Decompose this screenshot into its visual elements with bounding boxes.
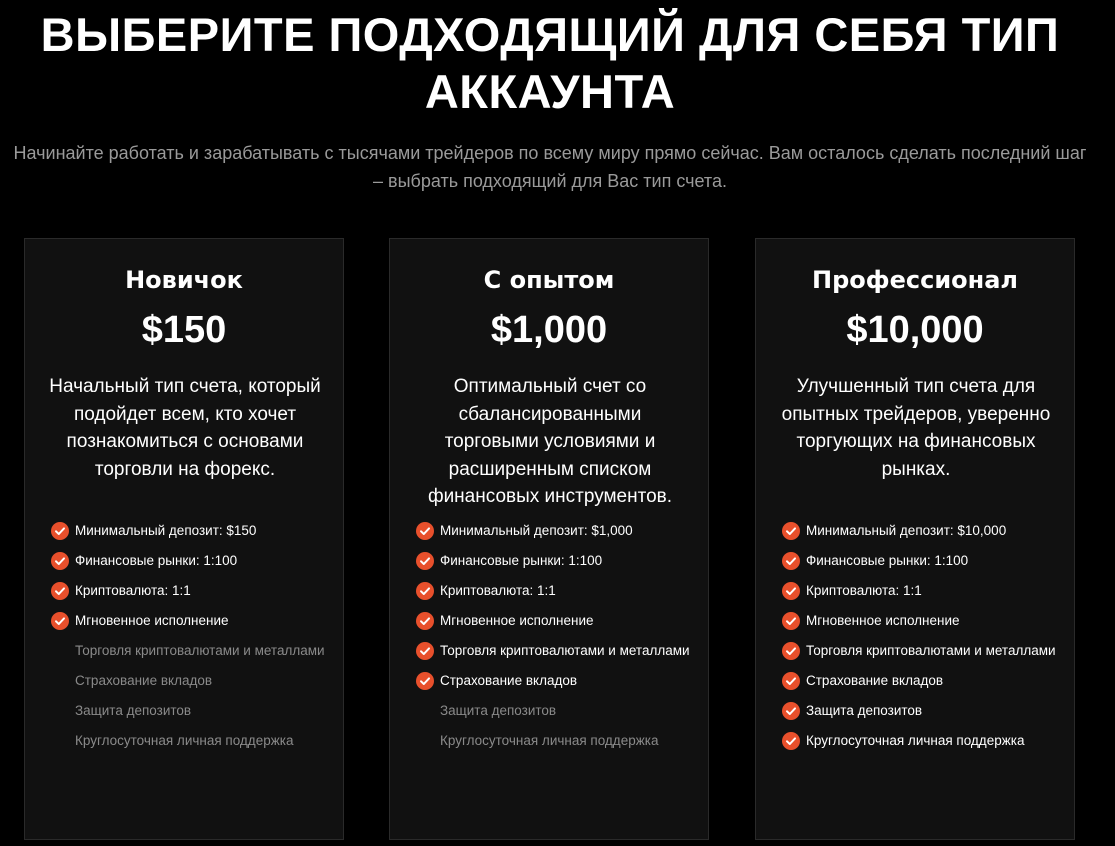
feature-list bbox=[782, 522, 1072, 762]
feature-label: Криптовалюта: 1:1 bbox=[440, 583, 556, 598]
feature-label: Финансовые рынки: 1:100 bbox=[75, 553, 238, 568]
check-circle-icon bbox=[416, 642, 434, 660]
feature-label: Мгновенное исполнение bbox=[440, 613, 594, 628]
feature-label: Мгновенное исполнение bbox=[75, 613, 229, 628]
feature-list bbox=[51, 522, 341, 762]
feature-list bbox=[416, 522, 706, 762]
check-circle-icon bbox=[782, 612, 800, 630]
plan-name: Новичок bbox=[125, 266, 243, 294]
feature-label: Защита депозитов bbox=[440, 703, 557, 718]
feature-label: Торговля криптовалютами и металлами bbox=[806, 643, 1056, 658]
plan-card-beginner[interactable] bbox=[24, 238, 344, 840]
plan-price: $150 bbox=[141, 309, 227, 351]
check-circle-icon bbox=[51, 582, 69, 600]
feature-label: Торговля криптовалютами и металлами bbox=[75, 643, 325, 658]
feature-item bbox=[416, 552, 706, 570]
check-circle-icon bbox=[51, 522, 69, 540]
check-circle-icon bbox=[416, 552, 434, 570]
feature-item bbox=[51, 522, 341, 540]
feature-item bbox=[416, 582, 706, 600]
page-subtitle: Начинайте работать и зарабатывать с тысячами трейдеров по всему миру прямо сейчас. Вам осталось сделать последний шаг – выбрать подходящий для Вас тип счета. bbox=[13, 143, 1087, 191]
feature-item bbox=[51, 732, 341, 750]
feature-item bbox=[782, 612, 1072, 630]
feature-label: Минимальный депозит: $10,000 bbox=[806, 523, 1007, 538]
feature-item bbox=[782, 522, 1072, 540]
check-circle-icon bbox=[51, 612, 69, 630]
feature-label: Криптовалюта: 1:1 bbox=[75, 583, 191, 598]
feature-label: Страхование вкладов bbox=[806, 673, 944, 688]
feature-label: Круглосуточная личная поддержка bbox=[440, 733, 659, 748]
plan-description: Оптимальный счет со сбалансированными торговыми условиями и расширенным списком финансовых инструментов. bbox=[427, 376, 673, 507]
feature-label: Минимальный депозит: $150 bbox=[75, 523, 257, 538]
feature-item bbox=[51, 702, 341, 720]
feature-item bbox=[782, 642, 1072, 660]
feature-item bbox=[782, 702, 1072, 720]
feature-item bbox=[782, 582, 1072, 600]
check-circle-icon bbox=[416, 612, 434, 630]
feature-item bbox=[416, 642, 706, 660]
feature-item bbox=[782, 552, 1072, 570]
feature-label: Торговля криптовалютами и металлами bbox=[440, 643, 690, 658]
feature-label: Минимальный депозит: $1,000 bbox=[440, 523, 633, 538]
check-circle-icon bbox=[782, 552, 800, 570]
feature-label: Защита депозитов bbox=[75, 703, 192, 718]
feature-label: Защита депозитов bbox=[806, 703, 923, 718]
check-circle-icon bbox=[416, 672, 434, 690]
plan-card-professional[interactable] bbox=[755, 238, 1075, 840]
feature-label: Страхование вкладов bbox=[75, 673, 213, 688]
feature-label: Криптовалюта: 1:1 bbox=[806, 583, 922, 598]
feature-item bbox=[782, 732, 1072, 750]
check-circle-icon bbox=[782, 732, 800, 750]
check-circle-icon bbox=[51, 552, 69, 570]
check-circle-icon bbox=[416, 582, 434, 600]
feature-label: Мгновенное исполнение bbox=[806, 613, 960, 628]
plan-description: Начальный тип счета, который подойдет всем, кто хочет познакомиться с основами торговли на форекс. bbox=[49, 376, 321, 480]
feature-item bbox=[51, 552, 341, 570]
feature-label: Финансовые рынки: 1:100 bbox=[806, 553, 969, 568]
plan-description: Улучшенный тип счета для опытных трейдеров, уверенно торгующих на финансовых рынках. bbox=[781, 376, 1051, 480]
feature-item bbox=[51, 672, 341, 690]
plan-price: $1,000 bbox=[490, 309, 608, 351]
feature-item bbox=[416, 672, 706, 690]
feature-item bbox=[416, 612, 706, 630]
check-circle-icon bbox=[782, 702, 800, 720]
feature-label: Круглосуточная личная поддержка bbox=[806, 733, 1025, 748]
feature-label: Круглосуточная личная поддержка bbox=[75, 733, 294, 748]
feature-label: Страхование вкладов bbox=[440, 673, 578, 688]
feature-item bbox=[416, 732, 706, 750]
feature-item bbox=[51, 582, 341, 600]
plan-name: Профессионал bbox=[812, 266, 1018, 294]
plan-price: $10,000 bbox=[846, 309, 984, 351]
plan-card-experienced[interactable] bbox=[389, 238, 709, 840]
feature-item bbox=[416, 522, 706, 540]
feature-label: Финансовые рынки: 1:100 bbox=[440, 553, 603, 568]
feature-item bbox=[416, 702, 706, 720]
check-circle-icon bbox=[782, 582, 800, 600]
check-circle-icon bbox=[782, 642, 800, 660]
check-circle-icon bbox=[416, 522, 434, 540]
feature-item bbox=[51, 642, 341, 660]
feature-item bbox=[782, 672, 1072, 690]
check-circle-icon bbox=[782, 522, 800, 540]
page-title: ВЫБЕРИТЕ ПОДХОДЯЩИЙ ДЛЯ СЕБЯ ТИП АККАУНТА bbox=[40, 8, 1060, 118]
feature-item bbox=[51, 612, 341, 630]
check-circle-icon bbox=[782, 672, 800, 690]
plan-name: С опытом bbox=[483, 266, 615, 294]
